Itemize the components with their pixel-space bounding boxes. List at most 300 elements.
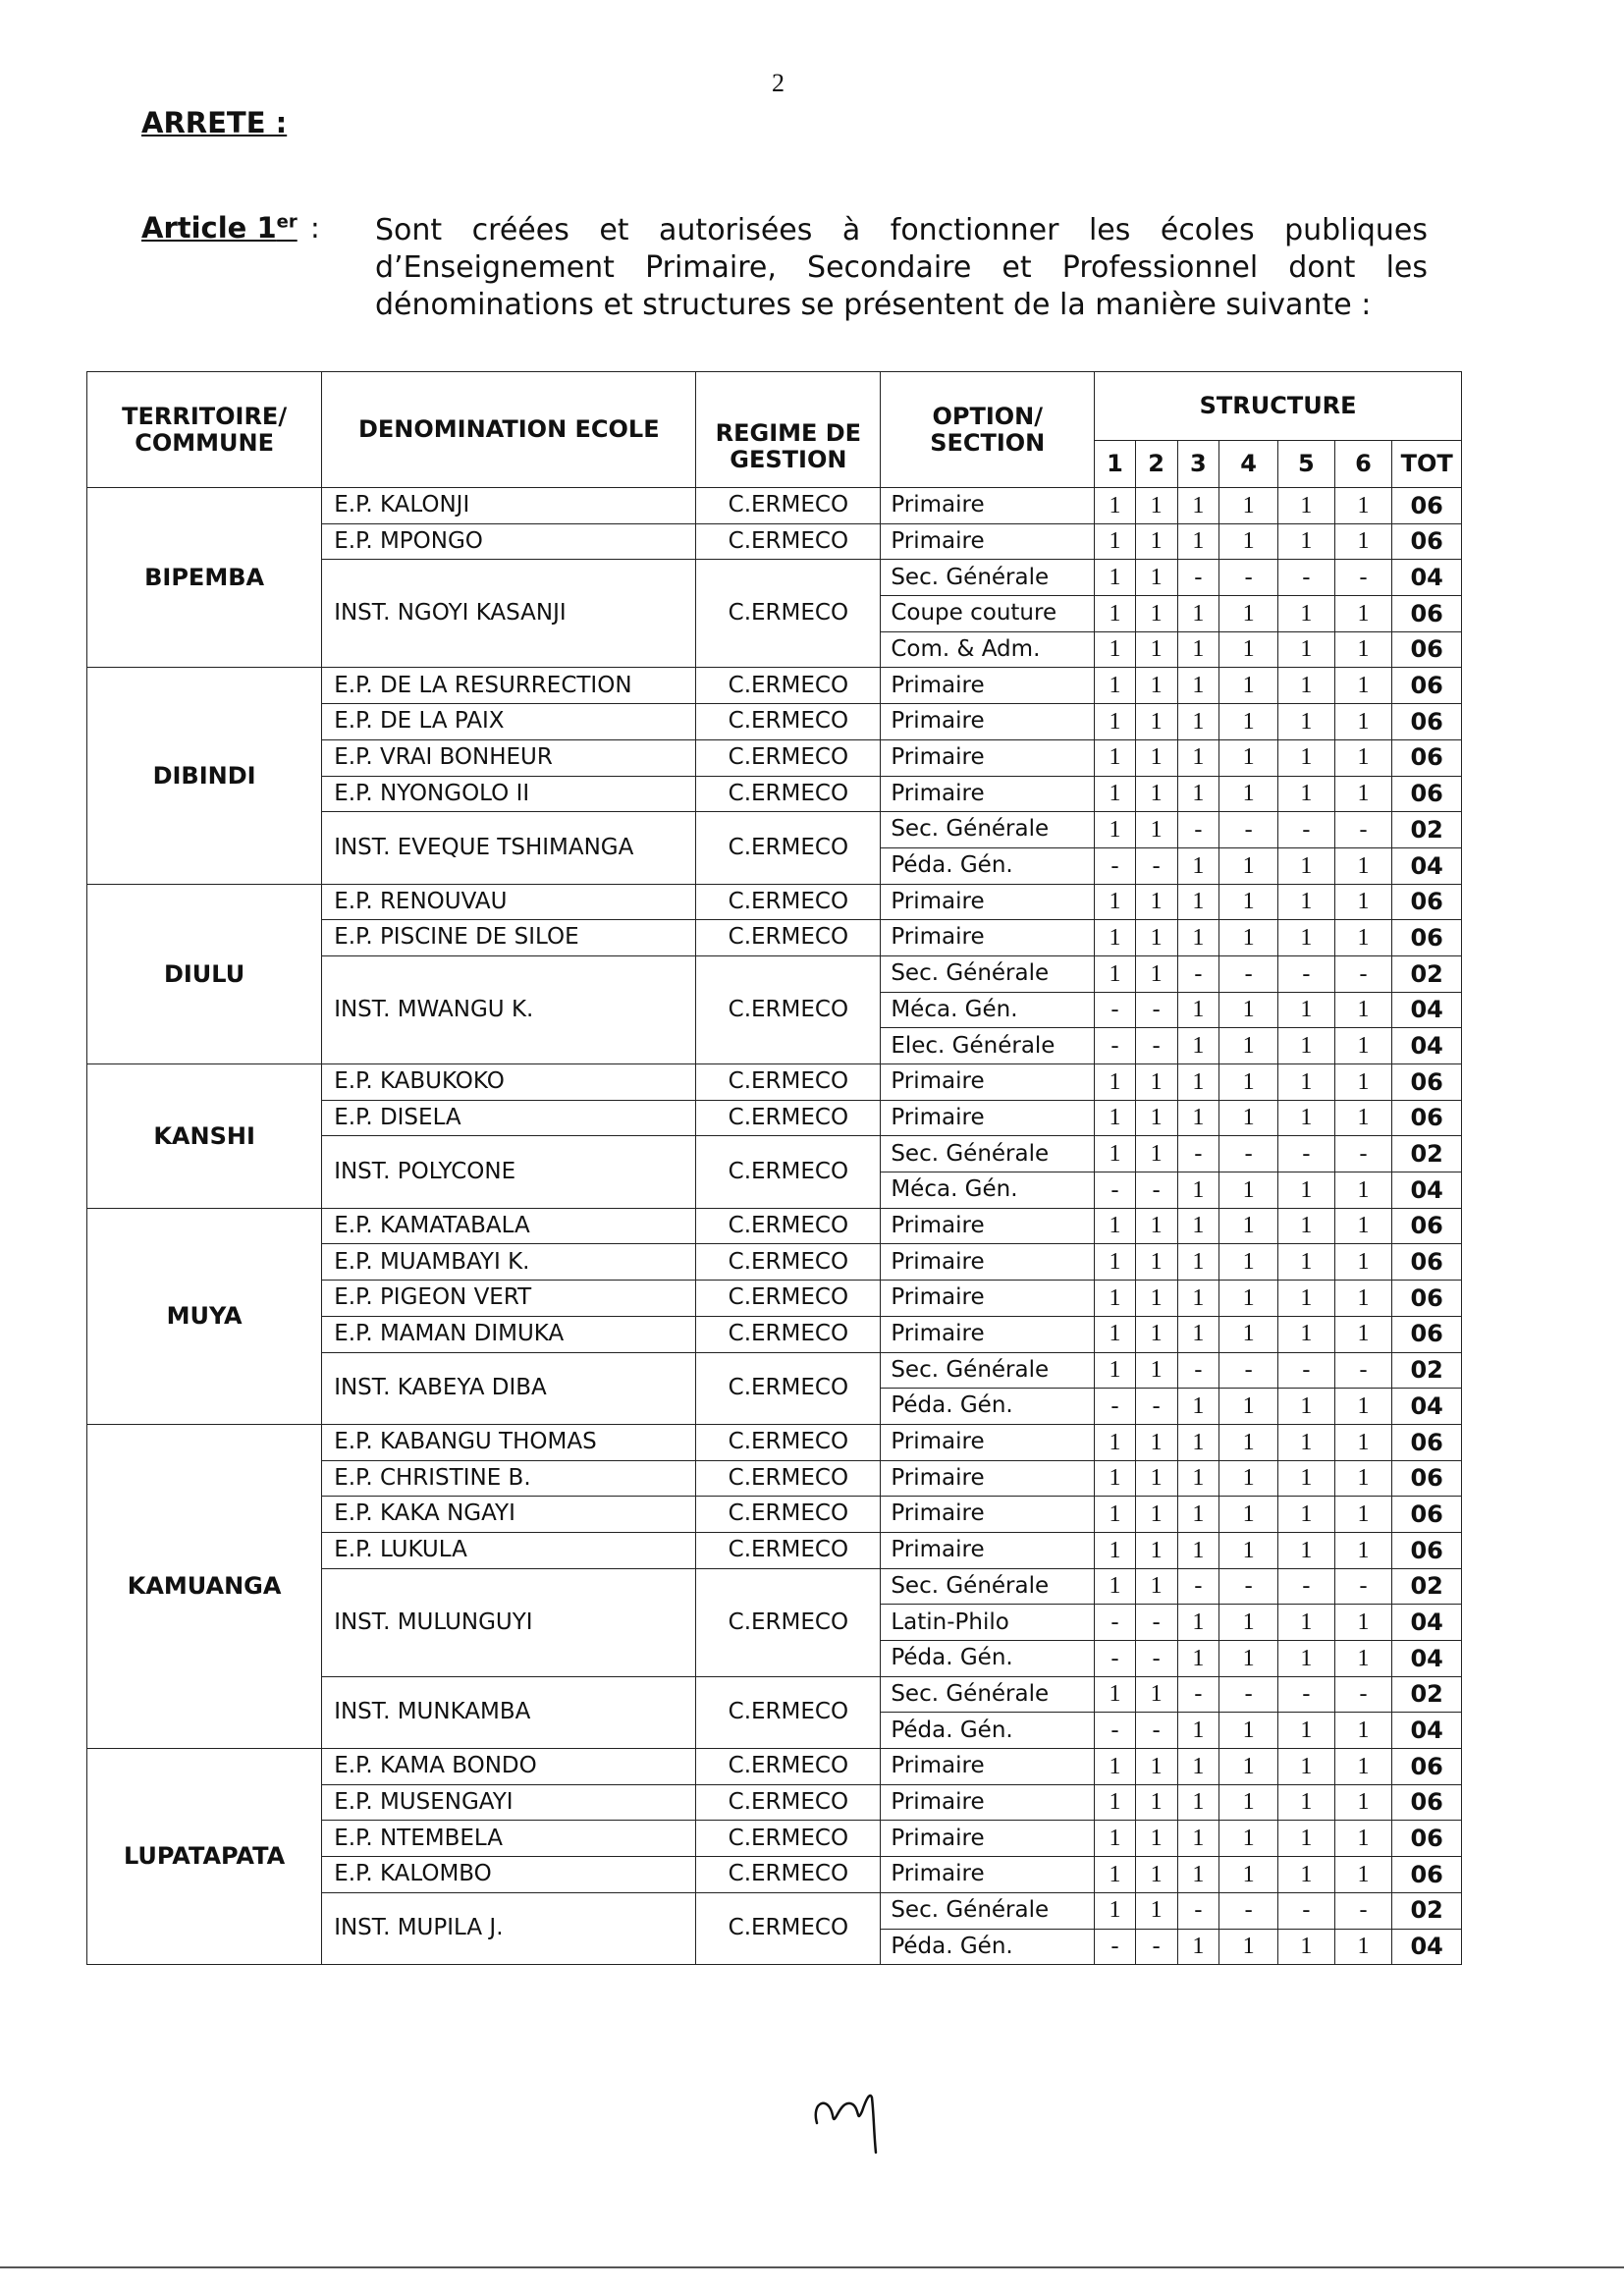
year-1-cell: 1 bbox=[1095, 560, 1136, 596]
year-2-cell: 1 bbox=[1135, 739, 1177, 776]
header-territoire: TERRITOIRE/ COMMUNE bbox=[87, 372, 322, 488]
year-5-cell: 1 bbox=[1278, 1064, 1335, 1101]
school-name-cell: INST. MULUNGUYI bbox=[322, 1568, 696, 1676]
school-name-cell: E.P. DE LA PAIX bbox=[322, 704, 696, 740]
tot-cell: 06 bbox=[1392, 631, 1462, 668]
territoire-cell: DIBINDI bbox=[87, 668, 322, 884]
year-5-cell: 1 bbox=[1278, 1316, 1335, 1352]
year-5-cell: 1 bbox=[1278, 1713, 1335, 1749]
year-5-cell: 1 bbox=[1278, 1208, 1335, 1244]
year-4-cell: 1 bbox=[1219, 1316, 1278, 1352]
school-name-cell: E.P. MAMAN DIMUKA bbox=[322, 1316, 696, 1352]
regime-cell: C.ERMECO bbox=[696, 1064, 881, 1101]
year-2-cell: 1 bbox=[1135, 1352, 1177, 1389]
year-1-cell: 1 bbox=[1095, 739, 1136, 776]
header-year-4: 4 bbox=[1219, 441, 1278, 488]
regime-cell: C.ERMECO bbox=[696, 668, 881, 704]
option-cell: Sec. Générale bbox=[881, 1136, 1095, 1172]
option-cell: Primaire bbox=[881, 488, 1095, 524]
year-5-cell: - bbox=[1278, 1136, 1335, 1172]
year-2-cell: 1 bbox=[1135, 704, 1177, 740]
year-5-cell: 1 bbox=[1278, 1424, 1335, 1460]
option-cell: Primaire bbox=[881, 884, 1095, 920]
year-4-cell: 1 bbox=[1219, 776, 1278, 812]
year-6-cell: 1 bbox=[1334, 1641, 1392, 1677]
year-6-cell: 1 bbox=[1334, 1857, 1392, 1893]
year-5-cell: 1 bbox=[1278, 920, 1335, 956]
year-5-cell: 1 bbox=[1278, 1244, 1335, 1281]
option-cell: Primaire bbox=[881, 1316, 1095, 1352]
year-6-cell: - bbox=[1334, 560, 1392, 596]
year-4-cell: 1 bbox=[1219, 704, 1278, 740]
year-4-cell: 1 bbox=[1219, 1713, 1278, 1749]
year-3-cell: 1 bbox=[1177, 631, 1219, 668]
year-2-cell: 1 bbox=[1135, 920, 1177, 956]
year-4-cell: 1 bbox=[1219, 739, 1278, 776]
school-name-cell: E.P. CHRISTINE B. bbox=[322, 1460, 696, 1497]
option-cell: Péda. Gén. bbox=[881, 1641, 1095, 1677]
year-6-cell: 1 bbox=[1334, 1064, 1392, 1101]
year-2-cell: 1 bbox=[1135, 668, 1177, 704]
option-cell: Méca. Gén. bbox=[881, 1172, 1095, 1209]
year-4-cell: 1 bbox=[1219, 1929, 1278, 1965]
year-3-cell: 1 bbox=[1177, 1497, 1219, 1533]
year-4-cell: 1 bbox=[1219, 1281, 1278, 1317]
year-1-cell: 1 bbox=[1095, 920, 1136, 956]
year-6-cell: 1 bbox=[1334, 1389, 1392, 1425]
year-4-cell: 1 bbox=[1219, 1605, 1278, 1641]
regime-cell: C.ERMECO bbox=[696, 955, 881, 1063]
school-name-cell: E.P. DISELA bbox=[322, 1100, 696, 1136]
year-5-cell: 1 bbox=[1278, 668, 1335, 704]
year-4-cell: - bbox=[1219, 560, 1278, 596]
regime-cell: C.ERMECO bbox=[696, 1676, 881, 1748]
tot-cell: 06 bbox=[1392, 704, 1462, 740]
tot-cell: 06 bbox=[1392, 1064, 1462, 1101]
school-name-cell: E.P. PISCINE DE SILOE bbox=[322, 920, 696, 956]
year-1-cell: 1 bbox=[1095, 1857, 1136, 1893]
year-5-cell: 1 bbox=[1278, 1281, 1335, 1317]
year-5-cell: 1 bbox=[1278, 1857, 1335, 1893]
option-cell: Primaire bbox=[881, 776, 1095, 812]
year-1-cell: 1 bbox=[1095, 1532, 1136, 1568]
year-5-cell: - bbox=[1278, 955, 1335, 992]
tot-cell: 04 bbox=[1392, 1641, 1462, 1677]
territoire-cell: KAMUANGA bbox=[87, 1424, 322, 1748]
year-3-cell: 1 bbox=[1177, 668, 1219, 704]
year-1-cell: 1 bbox=[1095, 1676, 1136, 1713]
year-6-cell: - bbox=[1334, 1892, 1392, 1929]
school-name-cell: E.P. KALOMBO bbox=[322, 1857, 696, 1893]
regime-cell: C.ERMECO bbox=[696, 1208, 881, 1244]
regime-cell: C.ERMECO bbox=[696, 812, 881, 884]
year-4-cell: 1 bbox=[1219, 1208, 1278, 1244]
year-1-cell: 1 bbox=[1095, 1100, 1136, 1136]
tot-cell: 06 bbox=[1392, 523, 1462, 560]
schools-table bbox=[86, 371, 1462, 1965]
year-4-cell: 1 bbox=[1219, 920, 1278, 956]
regime-cell: C.ERMECO bbox=[696, 1281, 881, 1317]
school-name-cell: E.P. NTEMBELA bbox=[322, 1821, 696, 1857]
year-2-cell: - bbox=[1135, 992, 1177, 1028]
header-tot: TOT bbox=[1392, 441, 1462, 488]
regime-cell: C.ERMECO bbox=[696, 1749, 881, 1785]
tot-cell: 06 bbox=[1392, 776, 1462, 812]
regime-cell: C.ERMECO bbox=[696, 1784, 881, 1821]
year-6-cell: - bbox=[1334, 1568, 1392, 1605]
regime-cell: C.ERMECO bbox=[696, 1568, 881, 1676]
year-5-cell: 1 bbox=[1278, 631, 1335, 668]
tot-cell: 06 bbox=[1392, 920, 1462, 956]
year-3-cell: - bbox=[1177, 560, 1219, 596]
year-1-cell: - bbox=[1095, 847, 1136, 884]
school-name-cell: INST. MUPILA J. bbox=[322, 1892, 696, 1964]
year-6-cell: - bbox=[1334, 1352, 1392, 1389]
year-1-cell: 1 bbox=[1095, 1352, 1136, 1389]
tot-cell: 04 bbox=[1392, 1028, 1462, 1064]
year-1-cell: 1 bbox=[1095, 776, 1136, 812]
year-6-cell: 1 bbox=[1334, 739, 1392, 776]
tot-cell: 02 bbox=[1392, 1676, 1462, 1713]
year-2-cell: 1 bbox=[1135, 1497, 1177, 1533]
year-3-cell: 1 bbox=[1177, 1749, 1219, 1785]
year-5-cell: 1 bbox=[1278, 1821, 1335, 1857]
year-5-cell: 1 bbox=[1278, 1605, 1335, 1641]
option-cell: Com. & Adm. bbox=[881, 631, 1095, 668]
option-cell: Primaire bbox=[881, 1532, 1095, 1568]
school-name-cell: INST. NGOYI KASANJI bbox=[322, 560, 696, 668]
school-name-cell: INST. MUNKAMBA bbox=[322, 1676, 696, 1748]
year-1-cell: - bbox=[1095, 1929, 1136, 1965]
year-4-cell: 1 bbox=[1219, 1028, 1278, 1064]
option-cell: Primaire bbox=[881, 1424, 1095, 1460]
school-name-cell: E.P. MUAMBAYI K. bbox=[322, 1244, 696, 1281]
territoire-cell: DIULU bbox=[87, 884, 322, 1063]
year-3-cell: 1 bbox=[1177, 1244, 1219, 1281]
regime-cell: C.ERMECO bbox=[696, 1460, 881, 1497]
year-2-cell: - bbox=[1135, 1713, 1177, 1749]
option-cell: Primaire bbox=[881, 1857, 1095, 1893]
year-4-cell: 1 bbox=[1219, 1064, 1278, 1101]
tot-cell: 06 bbox=[1392, 1749, 1462, 1785]
year-4-cell: 1 bbox=[1219, 1172, 1278, 1209]
year-4-cell: 1 bbox=[1219, 668, 1278, 704]
year-4-cell: 1 bbox=[1219, 488, 1278, 524]
year-6-cell: 1 bbox=[1334, 1244, 1392, 1281]
handwritten-initials bbox=[805, 2082, 893, 2160]
school-name-cell: E.P. KABUKOKO bbox=[322, 1064, 696, 1101]
year-6-cell: 1 bbox=[1334, 847, 1392, 884]
option-cell: Primaire bbox=[881, 1100, 1095, 1136]
year-4-cell: - bbox=[1219, 1352, 1278, 1389]
year-4-cell: - bbox=[1219, 1136, 1278, 1172]
year-1-cell: 1 bbox=[1095, 1136, 1136, 1172]
year-2-cell: 1 bbox=[1135, 884, 1177, 920]
year-5-cell: 1 bbox=[1278, 1172, 1335, 1209]
year-5-cell: 1 bbox=[1278, 1641, 1335, 1677]
year-5-cell: 1 bbox=[1278, 992, 1335, 1028]
year-2-cell: - bbox=[1135, 1605, 1177, 1641]
year-3-cell: 1 bbox=[1177, 739, 1219, 776]
year-5-cell: 1 bbox=[1278, 1784, 1335, 1821]
year-2-cell: 1 bbox=[1135, 1460, 1177, 1497]
year-5-cell: - bbox=[1278, 1676, 1335, 1713]
year-6-cell: - bbox=[1334, 955, 1392, 992]
tot-cell: 06 bbox=[1392, 1821, 1462, 1857]
tot-cell: 04 bbox=[1392, 1713, 1462, 1749]
regime-cell: C.ERMECO bbox=[696, 920, 881, 956]
year-6-cell: 1 bbox=[1334, 1784, 1392, 1821]
year-5-cell: - bbox=[1278, 560, 1335, 596]
article-label: Article 1er bbox=[141, 211, 298, 245]
year-1-cell: 1 bbox=[1095, 631, 1136, 668]
article-colon: : bbox=[310, 211, 320, 245]
option-cell: Primaire bbox=[881, 1497, 1095, 1533]
tot-cell: 02 bbox=[1392, 1568, 1462, 1605]
table-row bbox=[87, 884, 1462, 920]
year-6-cell: 1 bbox=[1334, 1749, 1392, 1785]
school-name-cell: INST. KABEYA DIBA bbox=[322, 1352, 696, 1424]
year-1-cell: - bbox=[1095, 1028, 1136, 1064]
year-4-cell: - bbox=[1219, 1568, 1278, 1605]
tot-cell: 06 bbox=[1392, 596, 1462, 632]
year-4-cell: 1 bbox=[1219, 1424, 1278, 1460]
year-6-cell: 1 bbox=[1334, 523, 1392, 560]
year-5-cell: 1 bbox=[1278, 1389, 1335, 1425]
year-2-cell: 1 bbox=[1135, 1208, 1177, 1244]
year-3-cell: 1 bbox=[1177, 1172, 1219, 1209]
year-1-cell: 1 bbox=[1095, 955, 1136, 992]
regime-cell: C.ERMECO bbox=[696, 739, 881, 776]
year-1-cell: - bbox=[1095, 1605, 1136, 1641]
year-6-cell: 1 bbox=[1334, 1316, 1392, 1352]
year-4-cell: 1 bbox=[1219, 1497, 1278, 1533]
year-6-cell: 1 bbox=[1334, 992, 1392, 1028]
school-name-cell: E.P. KAMATABALA bbox=[322, 1208, 696, 1244]
year-1-cell: 1 bbox=[1095, 1749, 1136, 1785]
school-name-cell: INST. POLYCONE bbox=[322, 1136, 696, 1208]
year-6-cell: 1 bbox=[1334, 1821, 1392, 1857]
table-row bbox=[87, 488, 1462, 524]
header-year-1: 1 bbox=[1095, 441, 1136, 488]
year-6-cell: 1 bbox=[1334, 1460, 1392, 1497]
year-2-cell: 1 bbox=[1135, 1749, 1177, 1785]
header-year-5: 5 bbox=[1278, 441, 1335, 488]
year-2-cell: 1 bbox=[1135, 1281, 1177, 1317]
year-3-cell: 1 bbox=[1177, 1281, 1219, 1317]
year-5-cell: 1 bbox=[1278, 739, 1335, 776]
year-2-cell: 1 bbox=[1135, 488, 1177, 524]
year-3-cell: 1 bbox=[1177, 1532, 1219, 1568]
year-3-cell: 1 bbox=[1177, 1821, 1219, 1857]
tot-cell: 04 bbox=[1392, 560, 1462, 596]
option-cell: Primaire bbox=[881, 523, 1095, 560]
option-cell: Péda. Gén. bbox=[881, 1929, 1095, 1965]
year-1-cell: 1 bbox=[1095, 488, 1136, 524]
tot-cell: 06 bbox=[1392, 1532, 1462, 1568]
year-3-cell: 1 bbox=[1177, 1605, 1219, 1641]
year-5-cell: 1 bbox=[1278, 1497, 1335, 1533]
year-6-cell: 1 bbox=[1334, 1208, 1392, 1244]
year-5-cell: 1 bbox=[1278, 776, 1335, 812]
territoire-cell: KANSHI bbox=[87, 1064, 322, 1209]
year-3-cell: 1 bbox=[1177, 1713, 1219, 1749]
tot-cell: 06 bbox=[1392, 1244, 1462, 1281]
year-2-cell: 1 bbox=[1135, 1568, 1177, 1605]
tot-cell: 06 bbox=[1392, 1497, 1462, 1533]
option-cell: Primaire bbox=[881, 1460, 1095, 1497]
year-4-cell: 1 bbox=[1219, 847, 1278, 884]
year-4-cell: - bbox=[1219, 955, 1278, 992]
regime-cell: C.ERMECO bbox=[696, 1352, 881, 1424]
year-6-cell: 1 bbox=[1334, 884, 1392, 920]
header-year-3: 3 bbox=[1177, 441, 1219, 488]
year-5-cell: 1 bbox=[1278, 488, 1335, 524]
year-4-cell: - bbox=[1219, 1676, 1278, 1713]
option-cell: Latin-Philo bbox=[881, 1605, 1095, 1641]
option-cell: Sec. Générale bbox=[881, 1568, 1095, 1605]
school-name-cell: E.P. KABANGU THOMAS bbox=[322, 1424, 696, 1460]
year-1-cell: 1 bbox=[1095, 1281, 1136, 1317]
school-name-cell: E.P. KAMA BONDO bbox=[322, 1749, 696, 1785]
year-4-cell: 1 bbox=[1219, 1100, 1278, 1136]
year-2-cell: 1 bbox=[1135, 596, 1177, 632]
year-3-cell: 1 bbox=[1177, 1460, 1219, 1497]
table-row bbox=[87, 668, 1462, 704]
year-6-cell: 1 bbox=[1334, 1172, 1392, 1209]
year-3-cell: 1 bbox=[1177, 847, 1219, 884]
year-4-cell: 1 bbox=[1219, 596, 1278, 632]
table-row bbox=[87, 1749, 1462, 1785]
year-1-cell: 1 bbox=[1095, 668, 1136, 704]
territoire-cell: MUYA bbox=[87, 1208, 322, 1424]
year-4-cell: 1 bbox=[1219, 1857, 1278, 1893]
year-1-cell: - bbox=[1095, 1172, 1136, 1209]
year-1-cell: 1 bbox=[1095, 596, 1136, 632]
year-6-cell: 1 bbox=[1334, 668, 1392, 704]
school-name-cell: E.P. KALONJI bbox=[322, 488, 696, 524]
year-1-cell: - bbox=[1095, 992, 1136, 1028]
year-1-cell: - bbox=[1095, 1713, 1136, 1749]
year-3-cell: - bbox=[1177, 1352, 1219, 1389]
option-cell: Primaire bbox=[881, 1821, 1095, 1857]
year-3-cell: - bbox=[1177, 1136, 1219, 1172]
option-cell: Péda. Gén. bbox=[881, 847, 1095, 884]
year-2-cell: 1 bbox=[1135, 523, 1177, 560]
school-name-cell: INST. MWANGU K. bbox=[322, 955, 696, 1063]
option-cell: Péda. Gén. bbox=[881, 1389, 1095, 1425]
tot-cell: 06 bbox=[1392, 1316, 1462, 1352]
year-6-cell: 1 bbox=[1334, 1028, 1392, 1064]
year-3-cell: - bbox=[1177, 1568, 1219, 1605]
year-3-cell: - bbox=[1177, 1676, 1219, 1713]
year-5-cell: 1 bbox=[1278, 847, 1335, 884]
tot-cell: 04 bbox=[1392, 1172, 1462, 1209]
article-text: Sont créées et autorisées à fonctionner les écoles publiques d’Enseignement Primaire, Secondaire et Professionnel dont les dénominations et structures se présentent de la manière suivante : bbox=[375, 213, 1428, 322]
year-3-cell: 1 bbox=[1177, 1100, 1219, 1136]
year-2-cell: 1 bbox=[1135, 776, 1177, 812]
tot-cell: 04 bbox=[1392, 992, 1462, 1028]
option-cell: Sec. Générale bbox=[881, 955, 1095, 992]
year-5-cell: 1 bbox=[1278, 884, 1335, 920]
year-6-cell: 1 bbox=[1334, 1532, 1392, 1568]
regime-cell: C.ERMECO bbox=[696, 1532, 881, 1568]
regime-cell: C.ERMECO bbox=[696, 884, 881, 920]
tot-cell: 06 bbox=[1392, 1424, 1462, 1460]
year-1-cell: 1 bbox=[1095, 1316, 1136, 1352]
year-4-cell: 1 bbox=[1219, 1460, 1278, 1497]
school-name-cell: E.P. KAKA NGAYI bbox=[322, 1497, 696, 1533]
schools-table-wrapper bbox=[86, 371, 1462, 1965]
year-2-cell: 1 bbox=[1135, 1424, 1177, 1460]
option-cell: Primaire bbox=[881, 1208, 1095, 1244]
bottom-scan-line bbox=[0, 2266, 1624, 2268]
tot-cell: 04 bbox=[1392, 1929, 1462, 1965]
territoire-cell: BIPEMBA bbox=[87, 488, 322, 668]
year-1-cell: 1 bbox=[1095, 523, 1136, 560]
year-6-cell: 1 bbox=[1334, 920, 1392, 956]
year-4-cell: 1 bbox=[1219, 992, 1278, 1028]
year-6-cell: - bbox=[1334, 812, 1392, 848]
tot-cell: 02 bbox=[1392, 812, 1462, 848]
header-year-6: 6 bbox=[1334, 441, 1392, 488]
regime-cell: C.ERMECO bbox=[696, 1316, 881, 1352]
year-1-cell: 1 bbox=[1095, 1424, 1136, 1460]
year-1-cell: 1 bbox=[1095, 1064, 1136, 1101]
year-5-cell: 1 bbox=[1278, 704, 1335, 740]
tot-cell: 06 bbox=[1392, 884, 1462, 920]
year-6-cell: 1 bbox=[1334, 1281, 1392, 1317]
table-row bbox=[87, 1208, 1462, 1244]
tot-cell: 04 bbox=[1392, 1605, 1462, 1641]
tot-cell: 04 bbox=[1392, 1389, 1462, 1425]
year-1-cell: 1 bbox=[1095, 884, 1136, 920]
tot-cell: 06 bbox=[1392, 488, 1462, 524]
year-5-cell: 1 bbox=[1278, 1028, 1335, 1064]
header-year-2: 2 bbox=[1135, 441, 1177, 488]
tot-cell: 06 bbox=[1392, 668, 1462, 704]
school-name-cell: E.P. LUKULA bbox=[322, 1532, 696, 1568]
option-cell: Méca. Gén. bbox=[881, 992, 1095, 1028]
table-row bbox=[87, 1424, 1462, 1460]
option-cell: Primaire bbox=[881, 1281, 1095, 1317]
header-regime: REGIME DE GESTION bbox=[696, 372, 881, 488]
school-name-cell: E.P. VRAI BONHEUR bbox=[322, 739, 696, 776]
school-name-cell: E.P. MUSENGAYI bbox=[322, 1784, 696, 1821]
option-cell: Coupe couture bbox=[881, 596, 1095, 632]
regime-cell: C.ERMECO bbox=[696, 560, 881, 668]
option-cell: Sec. Générale bbox=[881, 1352, 1095, 1389]
regime-cell: C.ERMECO bbox=[696, 1892, 881, 1964]
school-name-cell: INST. EVEQUE TSHIMANGA bbox=[322, 812, 696, 884]
year-2-cell: 1 bbox=[1135, 812, 1177, 848]
option-cell: Primaire bbox=[881, 920, 1095, 956]
year-2-cell: - bbox=[1135, 1172, 1177, 1209]
school-name-cell: E.P. RENOUVAU bbox=[322, 884, 696, 920]
year-6-cell: 1 bbox=[1334, 631, 1392, 668]
year-5-cell: 1 bbox=[1278, 1749, 1335, 1785]
year-1-cell: 1 bbox=[1095, 1497, 1136, 1533]
year-4-cell: 1 bbox=[1219, 1821, 1278, 1857]
regime-cell: C.ERMECO bbox=[696, 1136, 881, 1208]
year-2-cell: 1 bbox=[1135, 1136, 1177, 1172]
year-1-cell: 1 bbox=[1095, 704, 1136, 740]
year-6-cell: 1 bbox=[1334, 1100, 1392, 1136]
year-6-cell: 1 bbox=[1334, 1497, 1392, 1533]
option-cell: Sec. Générale bbox=[881, 1676, 1095, 1713]
tot-cell: 02 bbox=[1392, 955, 1462, 992]
year-1-cell: - bbox=[1095, 1641, 1136, 1677]
